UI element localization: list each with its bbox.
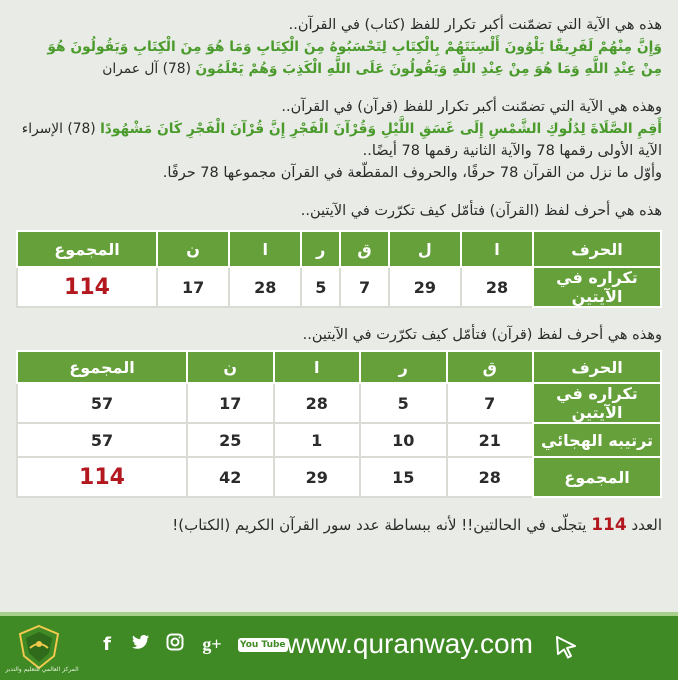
twitter-icon[interactable] xyxy=(130,634,152,655)
table2 xyxy=(16,350,662,498)
table2-cell: 1 xyxy=(274,423,361,457)
table1-row-label: تكراره في الآيتين xyxy=(533,267,661,307)
table2-row-label: تكراره في الآيتين xyxy=(533,383,661,423)
website-link[interactable]: www.quranway.com xyxy=(286,628,533,659)
logo-caption: المركز العالمي للتعليم والتدبر xyxy=(5,666,79,673)
table2-cell: 15 xyxy=(360,457,447,497)
verse1-line2: مِنْ عِنْدِ اللَّهِ وَمَا هُوَ مِنْ عِنْدِ اللَّهِ وَيَقُولُونَ عَلَى اللَّهِ الْكَذِبَ وَهُمْ يَعْلَمُونَ xyxy=(195,61,662,77)
verse1-line1: وَإِنَّ مِنْهُمْ لَفَرِيقًا يَلْوُونَ أَلْسِنَتَهُمْ بِالْكِتَابِ لِتَحْسَبُوهُ مِنَ الْكِتَابِ وَمَا هُوَ مِنَ الْكِتَابِ وَيَقُولُونَ هُوَ xyxy=(47,39,662,55)
table2-cell: 10 xyxy=(360,423,447,457)
google-plus-icon[interactable]: g+ xyxy=(202,634,222,654)
verse2-row xyxy=(16,118,662,140)
logo-icon xyxy=(14,622,64,672)
verse1-ref: (78) آل عمران xyxy=(102,61,191,77)
table2-caption: وهذه هي أحرف لفظ (قرآن) فتأمّل كيف تكرّرت في الآيتين.. xyxy=(302,327,662,343)
section1-intro: هذه هي الآية التي تضمّنت أكبر تكرار للفظ (كتاب) في القرآن.. xyxy=(288,17,662,33)
instagram-icon[interactable] xyxy=(164,633,186,656)
table1-caption: هذه هي أحرف لفظ (القرآن) فتأمّل كيف تكرّرت في الآيتين.. xyxy=(300,203,662,219)
table2-cell: 42 xyxy=(187,457,274,497)
table1-total: 114 xyxy=(17,267,157,307)
table2-header: ا xyxy=(274,351,361,383)
table2-header: الحرف xyxy=(533,351,661,383)
table1-header: ر xyxy=(301,231,340,267)
table1-header: ا xyxy=(229,231,301,267)
facebook-icon[interactable]: f xyxy=(103,634,111,655)
table2-header-row xyxy=(17,351,661,383)
table2-header: ر xyxy=(360,351,447,383)
table2-row-total: 57 xyxy=(17,423,187,457)
table-row xyxy=(17,267,661,307)
table2-cell: 28 xyxy=(274,383,361,423)
table2-header: ق xyxy=(447,351,534,383)
verse1-line2-row xyxy=(16,58,662,80)
table1-header: المجموع xyxy=(17,231,157,267)
table1-header: الحرف xyxy=(533,231,661,267)
table2-grand-total: 114 xyxy=(17,457,187,497)
table2-cell: 21 xyxy=(447,423,534,457)
conclusion-post: يتجلّى في الحالتين!! لأنه ببساطة عدد سور القرآن الكريم (الكتاب)! xyxy=(172,516,587,534)
table1-header: ل xyxy=(389,231,461,267)
table2-cell: 5 xyxy=(360,383,447,423)
table2-row-total: 57 xyxy=(17,383,187,423)
table1 xyxy=(16,230,662,308)
cursor-icon xyxy=(553,634,579,660)
conclusion-number: 114 xyxy=(591,515,627,535)
table1-cell: 29 xyxy=(389,267,461,307)
note1: الآية الأولى رقمها 78 والآية الثانية رقمها 78 أيضًا.. xyxy=(362,143,662,159)
conclusion-pre: العدد xyxy=(631,516,662,534)
footer-bar xyxy=(0,612,678,680)
table1-cell: 28 xyxy=(461,267,533,307)
table1-cell: 28 xyxy=(229,267,301,307)
table1-cell: 5 xyxy=(301,267,340,307)
table-row xyxy=(17,383,661,423)
table2-header: ن xyxy=(187,351,274,383)
footer-stripe xyxy=(0,612,678,616)
table1-cell: 17 xyxy=(157,267,229,307)
social-icons xyxy=(96,633,288,656)
table2-cell: 28 xyxy=(447,457,534,497)
table1-header-row xyxy=(17,231,661,267)
table-row xyxy=(17,457,661,497)
table1-cell: 7 xyxy=(340,267,388,307)
youtube-icon[interactable]: You Tube xyxy=(240,639,286,650)
table2-cell: 29 xyxy=(274,457,361,497)
verse2-ref: (78) الإسراء xyxy=(21,121,96,137)
table2-row-label: ترتيبه الهجائي xyxy=(533,423,661,457)
table1-header: ق xyxy=(340,231,388,267)
table1-header: ا xyxy=(461,231,533,267)
conclusion xyxy=(16,514,662,536)
table2-cell: 7 xyxy=(447,383,534,423)
table2-cell: 25 xyxy=(187,423,274,457)
verse2: أَقِمِ الصَّلَاةَ لِدُلُوكِ الشَّمْسِ إِلَى غَسَقِ اللَّيْلِ وَقُرْآنَ الْفَجْرِ إِنَّ قُرْآنَ الْفَجْرِ كَانَ مَشْهُودًا xyxy=(100,121,662,137)
table2-row-label: المجموع xyxy=(533,457,661,497)
table1-header: ن xyxy=(157,231,229,267)
table-row xyxy=(17,423,661,457)
note2: وأوّل ما نزل من القرآن 78 حرفًا، والحروف المقطّعة في القرآن مجموعها 78 حرفًا. xyxy=(162,165,662,181)
table2-header: المجموع xyxy=(17,351,187,383)
table2-cell: 17 xyxy=(187,383,274,423)
section2-intro: وهذه هي الآية التي تضمّنت أكبر تكرار للفظ (قرآن) في القرآن.. xyxy=(281,99,662,115)
